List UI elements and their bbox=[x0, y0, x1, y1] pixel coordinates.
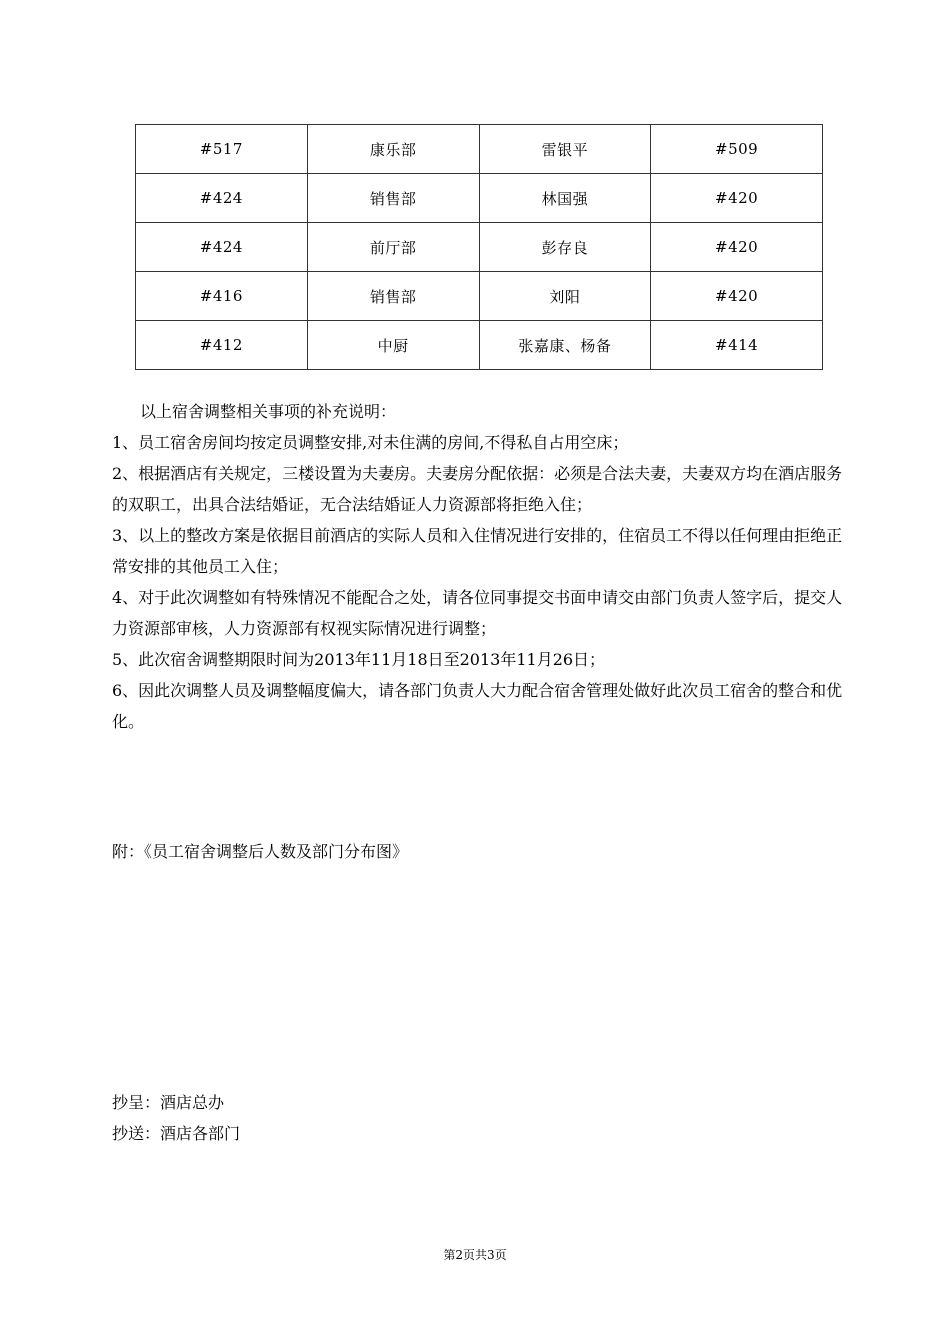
table-cell: #517 bbox=[136, 125, 308, 174]
table-body bbox=[136, 125, 823, 370]
note-item-5: 5、此次宿舍调整期限时间为2013年11月18日至2013年11月26日； bbox=[112, 650, 606, 669]
table-cell: 林国强 bbox=[479, 174, 651, 223]
table-cell: #420 bbox=[651, 272, 823, 321]
table-cell: #414 bbox=[651, 321, 823, 370]
table-cell: 张嘉康、杨备 bbox=[479, 321, 651, 370]
notes-intro: 以上宿舍调整相关事项的补充说明： bbox=[140, 402, 397, 421]
dorm-adjustment-table bbox=[135, 124, 823, 370]
table-cell: #420 bbox=[651, 223, 823, 272]
page-footer: 第2页共3页 bbox=[443, 1248, 507, 1262]
table-row bbox=[136, 223, 823, 272]
table-cell: #420 bbox=[651, 174, 823, 223]
cc-report-to: 抄呈：酒店总办 bbox=[112, 1093, 225, 1112]
table-cell: 中厨 bbox=[307, 321, 479, 370]
attachment-note: 附：《员工宿舍调整后人数及部门分布图》 bbox=[112, 842, 409, 861]
cc-send-to: 抄送：酒店各部门 bbox=[112, 1124, 241, 1143]
table-row bbox=[136, 321, 823, 370]
table-cell: #509 bbox=[651, 125, 823, 174]
supplementary-notes bbox=[112, 396, 852, 737]
table-row bbox=[136, 272, 823, 321]
table-cell: #424 bbox=[136, 223, 308, 272]
table-cell: 彭存良 bbox=[479, 223, 651, 272]
note-item-2: 2、根据酒店有关规定，三楼设置为夫妻房。夫妻房分配依据：必须是合法夫妻，夫妻双方均在酒店服务的双职工，出具合法结婚证，无合法结婚证人力资源部将拒绝入住； bbox=[112, 464, 843, 514]
table-cell: 销售部 bbox=[307, 272, 479, 321]
note-item-4: 4、对于此次调整如有特殊情况不能配合之处，请各位同事提交书面申请交由部门负责人签字后，提交人力资源部审核，人力资源部有权视实际情况进行调整； bbox=[112, 588, 843, 638]
table-cell: 刘阳 bbox=[479, 272, 651, 321]
table-cell: #412 bbox=[136, 321, 308, 370]
table-cell: 销售部 bbox=[307, 174, 479, 223]
table-row bbox=[136, 125, 823, 174]
table-cell: 前厅部 bbox=[307, 223, 479, 272]
note-item-3: 3、以上的整改方案是依据目前酒店的实际人员和入住情况进行安排的，住宿员工不得以任何理由拒绝正常安排的其他员工入住； bbox=[112, 526, 843, 576]
table-cell: #424 bbox=[136, 174, 308, 223]
table-cell: 康乐部 bbox=[307, 125, 479, 174]
table-cell: #416 bbox=[136, 272, 308, 321]
cc-block bbox=[112, 1087, 240, 1149]
table-row bbox=[136, 174, 823, 223]
note-item-6: 6、因此次调整人员及调整幅度偏大，请各部门负责人大力配合宿舍管理处做好此次员工宿舍的整合和优化。 bbox=[112, 681, 843, 731]
table-cell: 雷银平 bbox=[479, 125, 651, 174]
note-item-1: 1、员工宿舍房间均按定员调整安排,对未住满的房间,不得私自占用空床； bbox=[112, 433, 629, 452]
